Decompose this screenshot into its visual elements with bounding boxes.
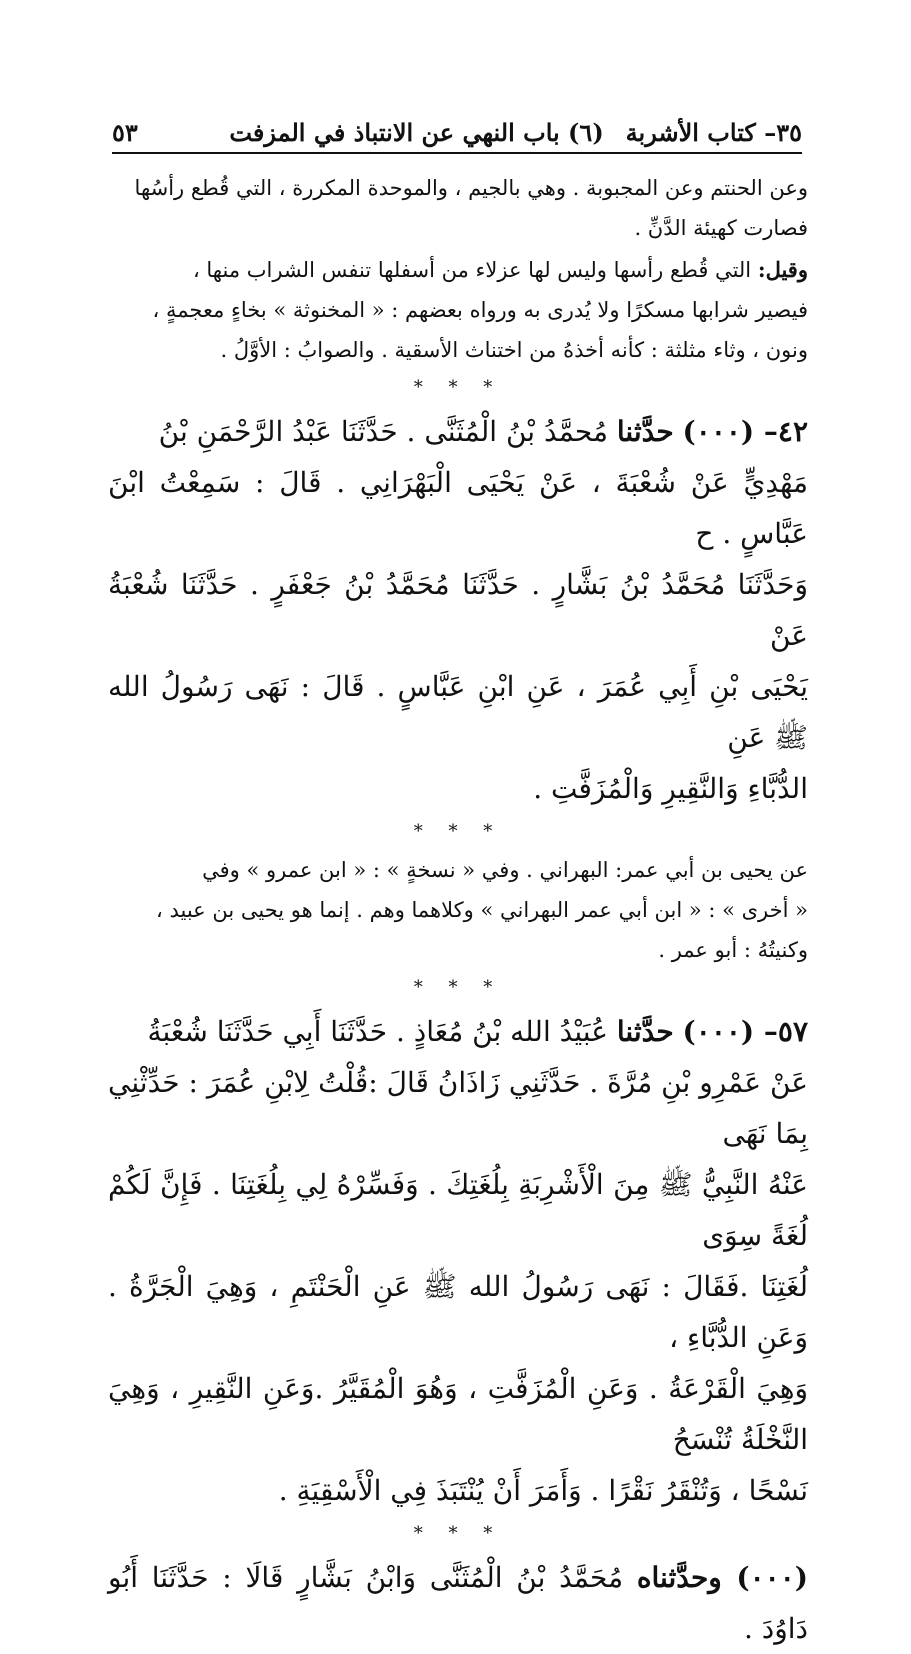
page-number: ٥٣ — [112, 117, 138, 147]
note-line: وعن الحنتم وعن المجبوبة . وهي بالجيم ، والموحدة المكررة ، التي قُطع رأسُها — [134, 176, 808, 200]
hadith-lead-word: حدَّثنا — [616, 415, 674, 448]
hadith-number: ٥٧– (٠٠٠) — [682, 1015, 808, 1048]
running-head — [112, 112, 802, 154]
hadith-number: ٤٢– (٠٠٠) — [682, 415, 808, 448]
commentary-note-2 — [108, 250, 808, 370]
hadith-continuation — [108, 1552, 808, 1654]
running-head-titles — [229, 118, 802, 147]
hadith-lead-word: وحدَّثناه — [636, 1561, 737, 1594]
note-line: فصارت كهيئة الدَّنِّ . — [634, 216, 808, 240]
hadith-lead-word: حدَّثنا — [616, 1015, 674, 1048]
note-line: عن يحيى بن أبي عمر: البهراني . وفي « نسخةٍ » : « ابن عمرو » وفي — [202, 858, 808, 882]
section-divider: * * * — [413, 1523, 503, 1544]
hadith-line: الدُّبَّاءِ وَالنَّقِيرِ وَالْمُزَفَّتِ . — [533, 772, 808, 805]
hadith-line: عُبَيْدُ الله بْنُ مُعَاذٍ . حَدَّثَنَا أَبِي حَدَّثَنَا شُعْبَةُ — [147, 1015, 617, 1048]
note-line: وكنيتُهُ : أبو عمر . — [658, 938, 808, 962]
hadith-line: يَحْيَى بْنِ أَبِي عُمَرَ ، عَنِ ابْنِ عَبَّاسٍ . قَالَ : نَهَى رَسُولُ الله ﷺ عَنِ — [108, 670, 808, 754]
chapter-title: ٣٥– كتاب الأشربة — [625, 117, 802, 147]
hadith-line: عَنْهُ النَّبِيُّ ﷺ مِنَ الْأَشْرِبَةِ بِلُغَتِكَ . وَفَسِّرْهُ لِي بِلُغَتِنَا . فَإِنَّ لَكُمْ لُغَةً سِوَى — [108, 1168, 808, 1252]
commentary-note-1 — [108, 168, 808, 248]
page-body — [108, 168, 808, 1654]
hadith-57 — [108, 1006, 808, 1516]
hadith-line: مُحمَّدُ بْنُ الْمُثَنَّى . حَدَّثَنَا عَبْدُ الرَّحْمَنِ بْنُ — [158, 415, 617, 448]
hadith-line: مَهْدِيٍّ عَنْ شُعْبَةَ ، عَنْ يَحْيَى الْبَهْرَانِي . قَالَ : سَمِعْتُ ابْنَ عَبَّاسٍ . ح — [108, 466, 808, 550]
section-title: (٦) باب النهي عن الانتباذ في المزفت — [229, 117, 604, 147]
hadith-line: مُحَمَّدُ بْنُ الْمُثَنَّى وَابْنُ بَشَّارٍ قَالَا : حَدَّثَنَا أَبُو دَاوُدَ . — [108, 1561, 808, 1645]
commentary-note-3 — [108, 850, 808, 970]
hadith-line: نَسْحًا ، وَتُنْقَرُ نَقْرًا . وَأَمَرَ أَنْ يُنْتَبَذَ فِي الْأَسْقِيَةِ . — [278, 1474, 808, 1507]
note-line: فيصير شرابها مسكرًا ولا يُدرى به ورواه بعضهم : « المخنوثة » بخاءٍ معجمةٍ ، — [152, 298, 808, 322]
section-divider: * * * — [413, 821, 503, 842]
note-line: ونون ، وثاء مثلثة : كأنه أخذهُ من اختناث الأسقية . والصوابُ : الأوَّلُ . — [220, 338, 808, 362]
section-divider: * * * — [413, 977, 503, 998]
section-divider: * * * — [413, 377, 503, 398]
note-line: « أخرى » : « ابن أبي عمر البهراني » وكلاهما وهم . إنما هو يحيى بن عبيد ، — [156, 898, 808, 922]
note-lead-word: وقيل: — [757, 257, 808, 282]
hadith-line: وَهِيَ الْقَرْعَةُ . وَعَنِ الْمُزَفَّتِ ، وَهُوَ الْمُقَيَّرُ .وَعَنِ النَّقِيرِ ، وَهِيَ النَّخْلَةُ تُنْسَحُ — [108, 1372, 808, 1456]
hadith-line: لُغَتِنَا .فَقَالَ : نَهَى رَسُولُ الله ﷺ عَنِ الْحَنْتَمِ ، وَهِيَ الْجَرَّةُ . وَعَنِ الدُّبَّاءِ ، — [108, 1270, 808, 1354]
hadith-number: (٠٠٠) — [736, 1561, 808, 1594]
hadith-line: وَحَدَّثَنَا مُحَمَّدُ بْنُ بَشَّارٍ . حَدَّثَنَا مُحَمَّدُ بْنُ جَعْفَرٍ . حَدَّثَنَا شُعْبَةُ عَنْ — [108, 568, 808, 652]
hadith-line: عَنْ عَمْرِو بْنِ مُرَّةَ . حَدَّثَنِي زَاذَانُ قَالَ :قُلْتُ لِابْنِ عُمَرَ : حَدِّثْنِي بِمَا نَهَى — [108, 1066, 808, 1150]
note-line: التي قُطع رأسها وليس لها عزلاء من أسفلها تنفس الشراب منها ، — [192, 258, 758, 282]
hadith-42 — [108, 406, 808, 814]
